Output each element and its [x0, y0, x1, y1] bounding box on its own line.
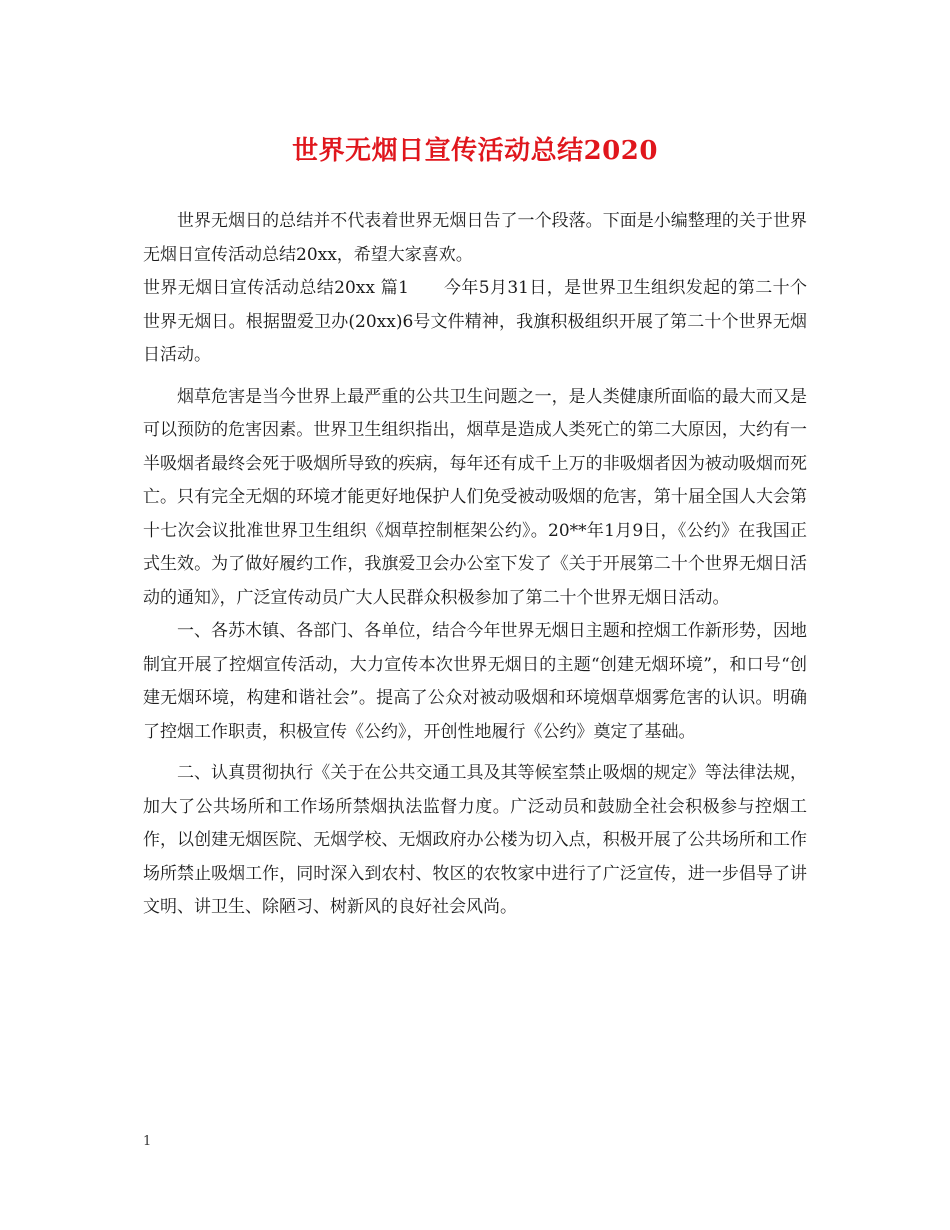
paragraph-intro: 世界无烟日的总结并不代表着世界无烟日告了一个段落。下面是小编整理的关于世界无烟日宣传活动总结20xx，希望大家喜欢。 [143, 211, 807, 265]
document-body [143, 205, 807, 925]
paragraph-tobacco-hazard: 烟草危害是当今世界上最严重的公共卫生问题之一，是人类健康所面临的最大而又是可以预防的危害因素。世界卫生组织指出，烟草是造成人类死亡的第二大原因，大约有一半吸烟者最终会死于吸烟所导致的疾病，每年还有成千上万的非吸烟者因为被动吸烟而死亡。只有完全无烟的环境才能更好地保护人们免受被动吸烟的危害，第十届全国人大会第十七次会议批准世界卫生组织《烟草控制框架公约》。20**年1月9日，《公约》在我国正式生效。为了做好履约工作，我旗爱卫会办公室下发了《关于开展第二十个世界无烟日活动的通知》，广泛宣传动员广大人民群众积极参加了第二十个世界无烟日活动。 [143, 386, 807, 608]
paragraph-point-one: 一、各苏木镇、各部门、各单位，结合今年世界无烟日主题和控烟工作新形势，因地制宜开展了控烟宣传活动，大力宣传本次世界无烟日的主题“创建无烟环境”，和口号“创建无烟环境，构建和谐社会”。提高了公众对被动吸烟和环境烟草烟雾危害的认识。明确了控烟工作职责，积极宣传《公约》，开创性地履行《公约》奠定了基础。 [143, 621, 807, 742]
paragraph-section-1: 世界无烟日宣传活动总结20xx 篇1 今年5月31日，是世界卫生组织发起的第二十个世界无烟日。根据盟爱卫办(20xx)6号文件精神，我旗积极组织开展了第二十个世界无烟日活动。 [143, 278, 807, 365]
page-number: 1 [143, 1134, 152, 1149]
document-title: 世界无烟日宣传活动总结2020 [292, 136, 658, 166]
paragraph-point-two: 二、认真贯彻执行《关于在公共交通工具及其等候室禁止吸烟的规定》等法律法规，加大了公共场所和工作场所禁烟执法监督力度。广泛动员和鼓励全社会积极参与控烟工作，以创建无烟医院、无烟学校、无烟政府办公楼为切入点，积极开展了公共场所和工作场所禁止吸烟工作，同时深入到农村、牧区的农牧家中进行了广泛宣传，进一步倡导了讲文明、讲卫生、除陋习、树新风的良好社会风尚。 [143, 763, 807, 917]
